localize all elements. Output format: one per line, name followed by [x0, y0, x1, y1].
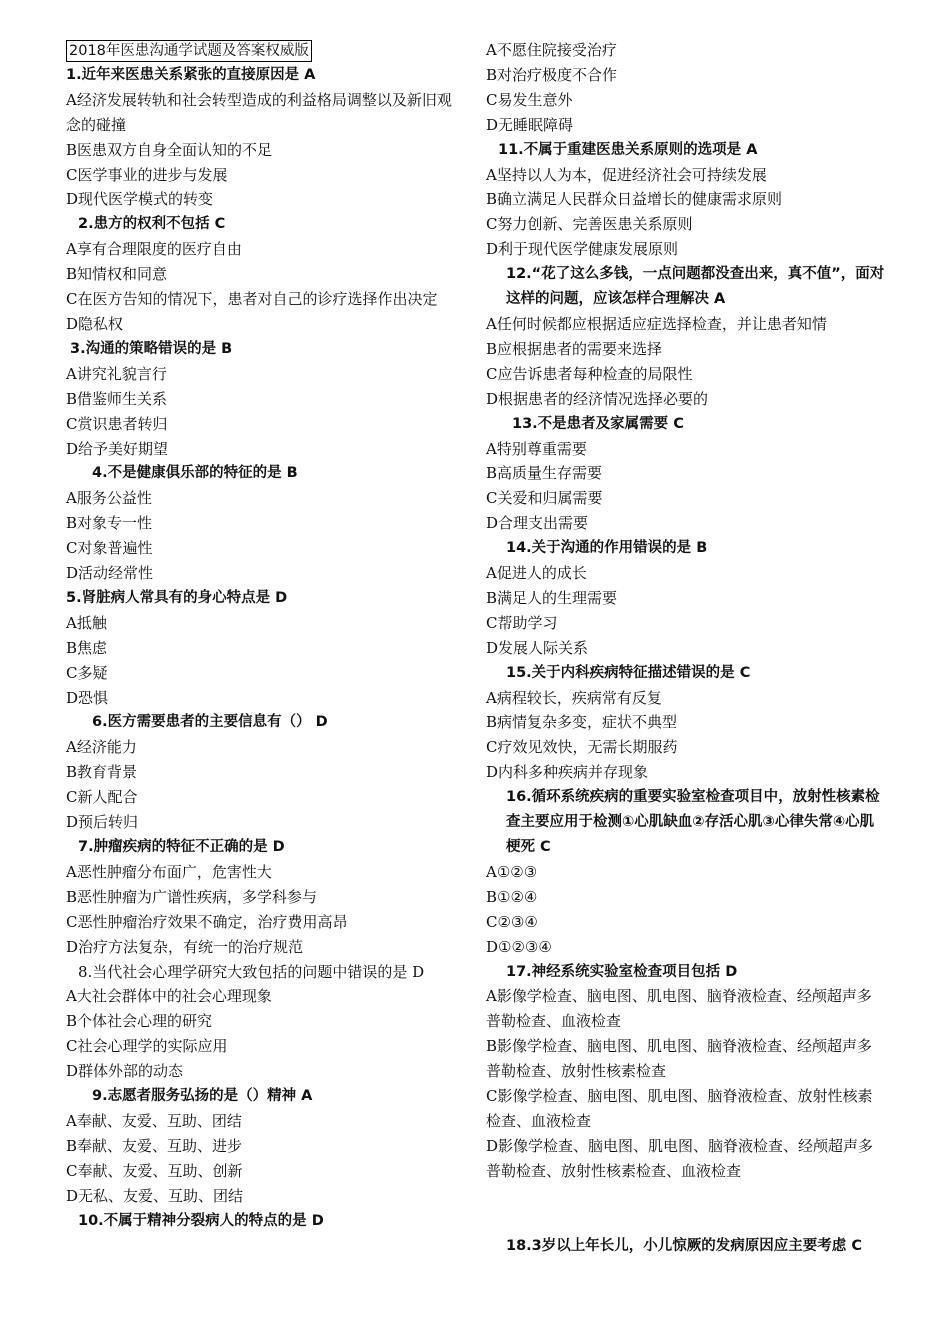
question-stem: 12.“花了这么多钱，一点问题都没查出来，真不值”，面对这样的问题，应该怎样合理解决 A: [506, 266, 885, 308]
right-column: [486, 38, 886, 1259]
question-stem: 3.沟通的策略错误的是 B: [70, 340, 233, 357]
left-column: [66, 38, 466, 1234]
question-stem: 18.3岁以上年长儿，小儿惊厥的发病原因应主要考虑 C: [506, 1237, 862, 1254]
answer-option: A坚持以人为本，促进经济社会可持续发展: [486, 165, 767, 184]
answer-option: D发展人际关系: [486, 638, 589, 657]
answer-option: A恶性肿瘤分布面广，危害性大: [66, 862, 272, 881]
answer-option: B借鉴师生关系: [66, 389, 168, 408]
answer-option: D合理支出需要: [486, 514, 589, 533]
answer-option: A任何时候都应根据适应症选择检查，并让患者知情: [486, 314, 827, 333]
answer-option: B个体社会心理的研究: [66, 1012, 213, 1031]
answer-option: D恐惧: [66, 688, 109, 707]
answer-option: A奉献、友爱、互助、团结: [66, 1111, 242, 1130]
answer-option: B满足人的生理需要: [486, 588, 618, 607]
answer-option: C在医方告知的情况下，患者对自己的诊疗选择作出决定: [66, 290, 438, 309]
answer-option: B奉献、友爱、互助、进步: [66, 1136, 243, 1155]
question-stem: 4.不是健康俱乐部的特征的是 B: [92, 465, 298, 482]
question-stem: 14.关于沟通的作用错误的是 B: [506, 540, 708, 557]
answer-option: C社会心理学的实际应用: [66, 1037, 228, 1056]
answer-option: A享有合理限度的医疗自由: [66, 240, 242, 259]
answer-option: C帮助学习: [486, 613, 558, 632]
answer-option: A经济发展转轨和社会转型造成的利益格局调整以及新旧观念的碰撞: [66, 90, 452, 134]
answer-option: C关爱和归属需要: [486, 489, 603, 508]
answer-option: C努力创新、完善医患关系原则: [486, 215, 693, 234]
answer-option: C新人配合: [66, 788, 138, 807]
answer-option: C疗效见效快，无需长期服药: [486, 738, 678, 757]
document-title: 2018年医患沟通学试题及答案权威版: [66, 40, 312, 62]
answer-option: D无私、友爱、互助、团结: [66, 1186, 244, 1205]
question-stem: 13.不是患者及家属需要 C: [512, 415, 684, 432]
answer-option: D给予美好期望: [66, 439, 169, 458]
answer-option: B教育背景: [66, 763, 138, 782]
answer-option: C应告诉患者每种检查的局限性: [486, 364, 693, 383]
answer-option: B①②④: [486, 887, 538, 906]
answer-option: B高质量生存需要: [486, 464, 603, 483]
answer-option: D利于现代医学健康发展原则: [486, 240, 679, 259]
answer-option: D预后转归: [66, 813, 139, 832]
answer-option: A①②③: [486, 862, 538, 881]
question-stem: 10.不属于精神分裂病人的特点的是 D: [78, 1212, 324, 1229]
answer-option: A讲究礼貌言行: [66, 364, 167, 383]
question-stem: 11.不属于重建医患关系原则的选项是 A: [498, 141, 758, 158]
answer-option: D无睡眠障碍: [486, 115, 574, 134]
answer-option: B对象专一性: [66, 514, 153, 533]
question-stem: 2.患方的权利不包括 C: [78, 216, 226, 233]
answer-option: D群体外部的动态: [66, 1062, 184, 1081]
answer-option: D现代医学模式的转变: [66, 190, 214, 209]
answer-option: D影像学检查、脑电图、肌电图、脑脊液检查、经颅超声多普勒检查、放射性核素检查、血液检查: [486, 1136, 874, 1180]
answer-option: A病程较长，疾病常有反复: [486, 688, 662, 707]
answer-option: C影像学检查、脑电图、肌电图、脑脊液检查、放射性核素检查、血液检查: [486, 1087, 873, 1130]
answer-option: D隐私权: [66, 314, 124, 333]
answer-option: B病情复杂多变，症状不典型: [486, 713, 678, 732]
answer-option: D根据患者的经济情况选择必要的: [486, 389, 709, 408]
answer-option: B影像学检查、脑电图、肌电图、脑脊液检查、经颅超声多普勒检查、放射性核素检查: [486, 1037, 873, 1081]
answer-option: B确立满足人民群众日益增长的健康需求原则: [486, 190, 783, 209]
answer-option: D治疗方法复杂，有统一的治疗规范: [66, 937, 304, 956]
question-stem: 17.神经系统实验室检查项目包括 D: [506, 963, 738, 980]
answer-option: C对象普遍性: [66, 539, 153, 558]
answer-option: A促进人的成长: [486, 564, 587, 583]
answer-option: B医患双方自身全面认知的不足: [66, 140, 273, 159]
blank-gap: [486, 1184, 886, 1234]
answer-option: A抵触: [66, 613, 107, 632]
answer-option: D内科多种疾病并存现象: [486, 763, 649, 782]
answer-option: D活动经常性: [66, 564, 154, 583]
answer-option: C多疑: [66, 663, 108, 682]
answer-option: C恶性肿瘤治疗效果不确定，治疗费用高昂: [66, 912, 348, 931]
answer-option: A不愿住院接受治疗: [486, 41, 617, 59]
answer-option: A服务公益性: [66, 489, 152, 508]
question-stem: 16.循环系统疾病的重要实验室检查项目中，放射性核素检查主要应用于检测①心肌缺血②存活心肌③心律失常④心肌梗死 C: [506, 789, 880, 855]
question-stem: 6.医方需要患者的主要信息有（） D: [92, 714, 328, 731]
answer-option: B焦虑: [66, 638, 108, 657]
answer-option: C②③④: [486, 912, 538, 931]
answer-option: C易发生意外: [486, 90, 573, 109]
answer-option: B知情权和同意: [66, 265, 168, 284]
question-stem: 9.志愿者服务弘扬的是（）精神 A: [92, 1088, 313, 1105]
answer-option: B对治疗极度不合作: [486, 65, 618, 84]
answer-option: C医学事业的进步与发展: [66, 165, 228, 184]
question-stem: 5.肾脏病人常具有的身心特点是 D: [66, 589, 288, 606]
answer-option: C奉献、友爱、互助、创新: [66, 1161, 243, 1180]
answer-option: B恶性肿瘤为广谱性疾病，多学科参与: [66, 887, 318, 906]
answer-option: A影像学检查、脑电图、肌电图、脑脊液检查、经颅超声多普勒检查、血液检查: [486, 987, 872, 1031]
question-stem: 8.当代社会心理学研究大致包括的问题中错误的是 D: [78, 962, 425, 981]
question-stem: 15.关于内科疾病特征描述错误的是 C: [506, 664, 751, 681]
title-line: [66, 38, 466, 63]
question-stem: 7.肿瘤疾病的特征不正确的是 D: [78, 839, 285, 855]
answer-option: A经济能力: [66, 738, 137, 757]
answer-option: A大社会群体中的社会心理现象: [66, 987, 272, 1006]
answer-option: B应根据患者的需要来选择: [486, 339, 663, 358]
answer-option: A特别尊重需要: [486, 439, 587, 458]
answer-option: D①②③④: [486, 937, 552, 956]
answer-option: C赏识患者转归: [66, 414, 168, 433]
question-stem: 1.近年来医患关系紧张的直接原因是 A: [66, 66, 316, 83]
